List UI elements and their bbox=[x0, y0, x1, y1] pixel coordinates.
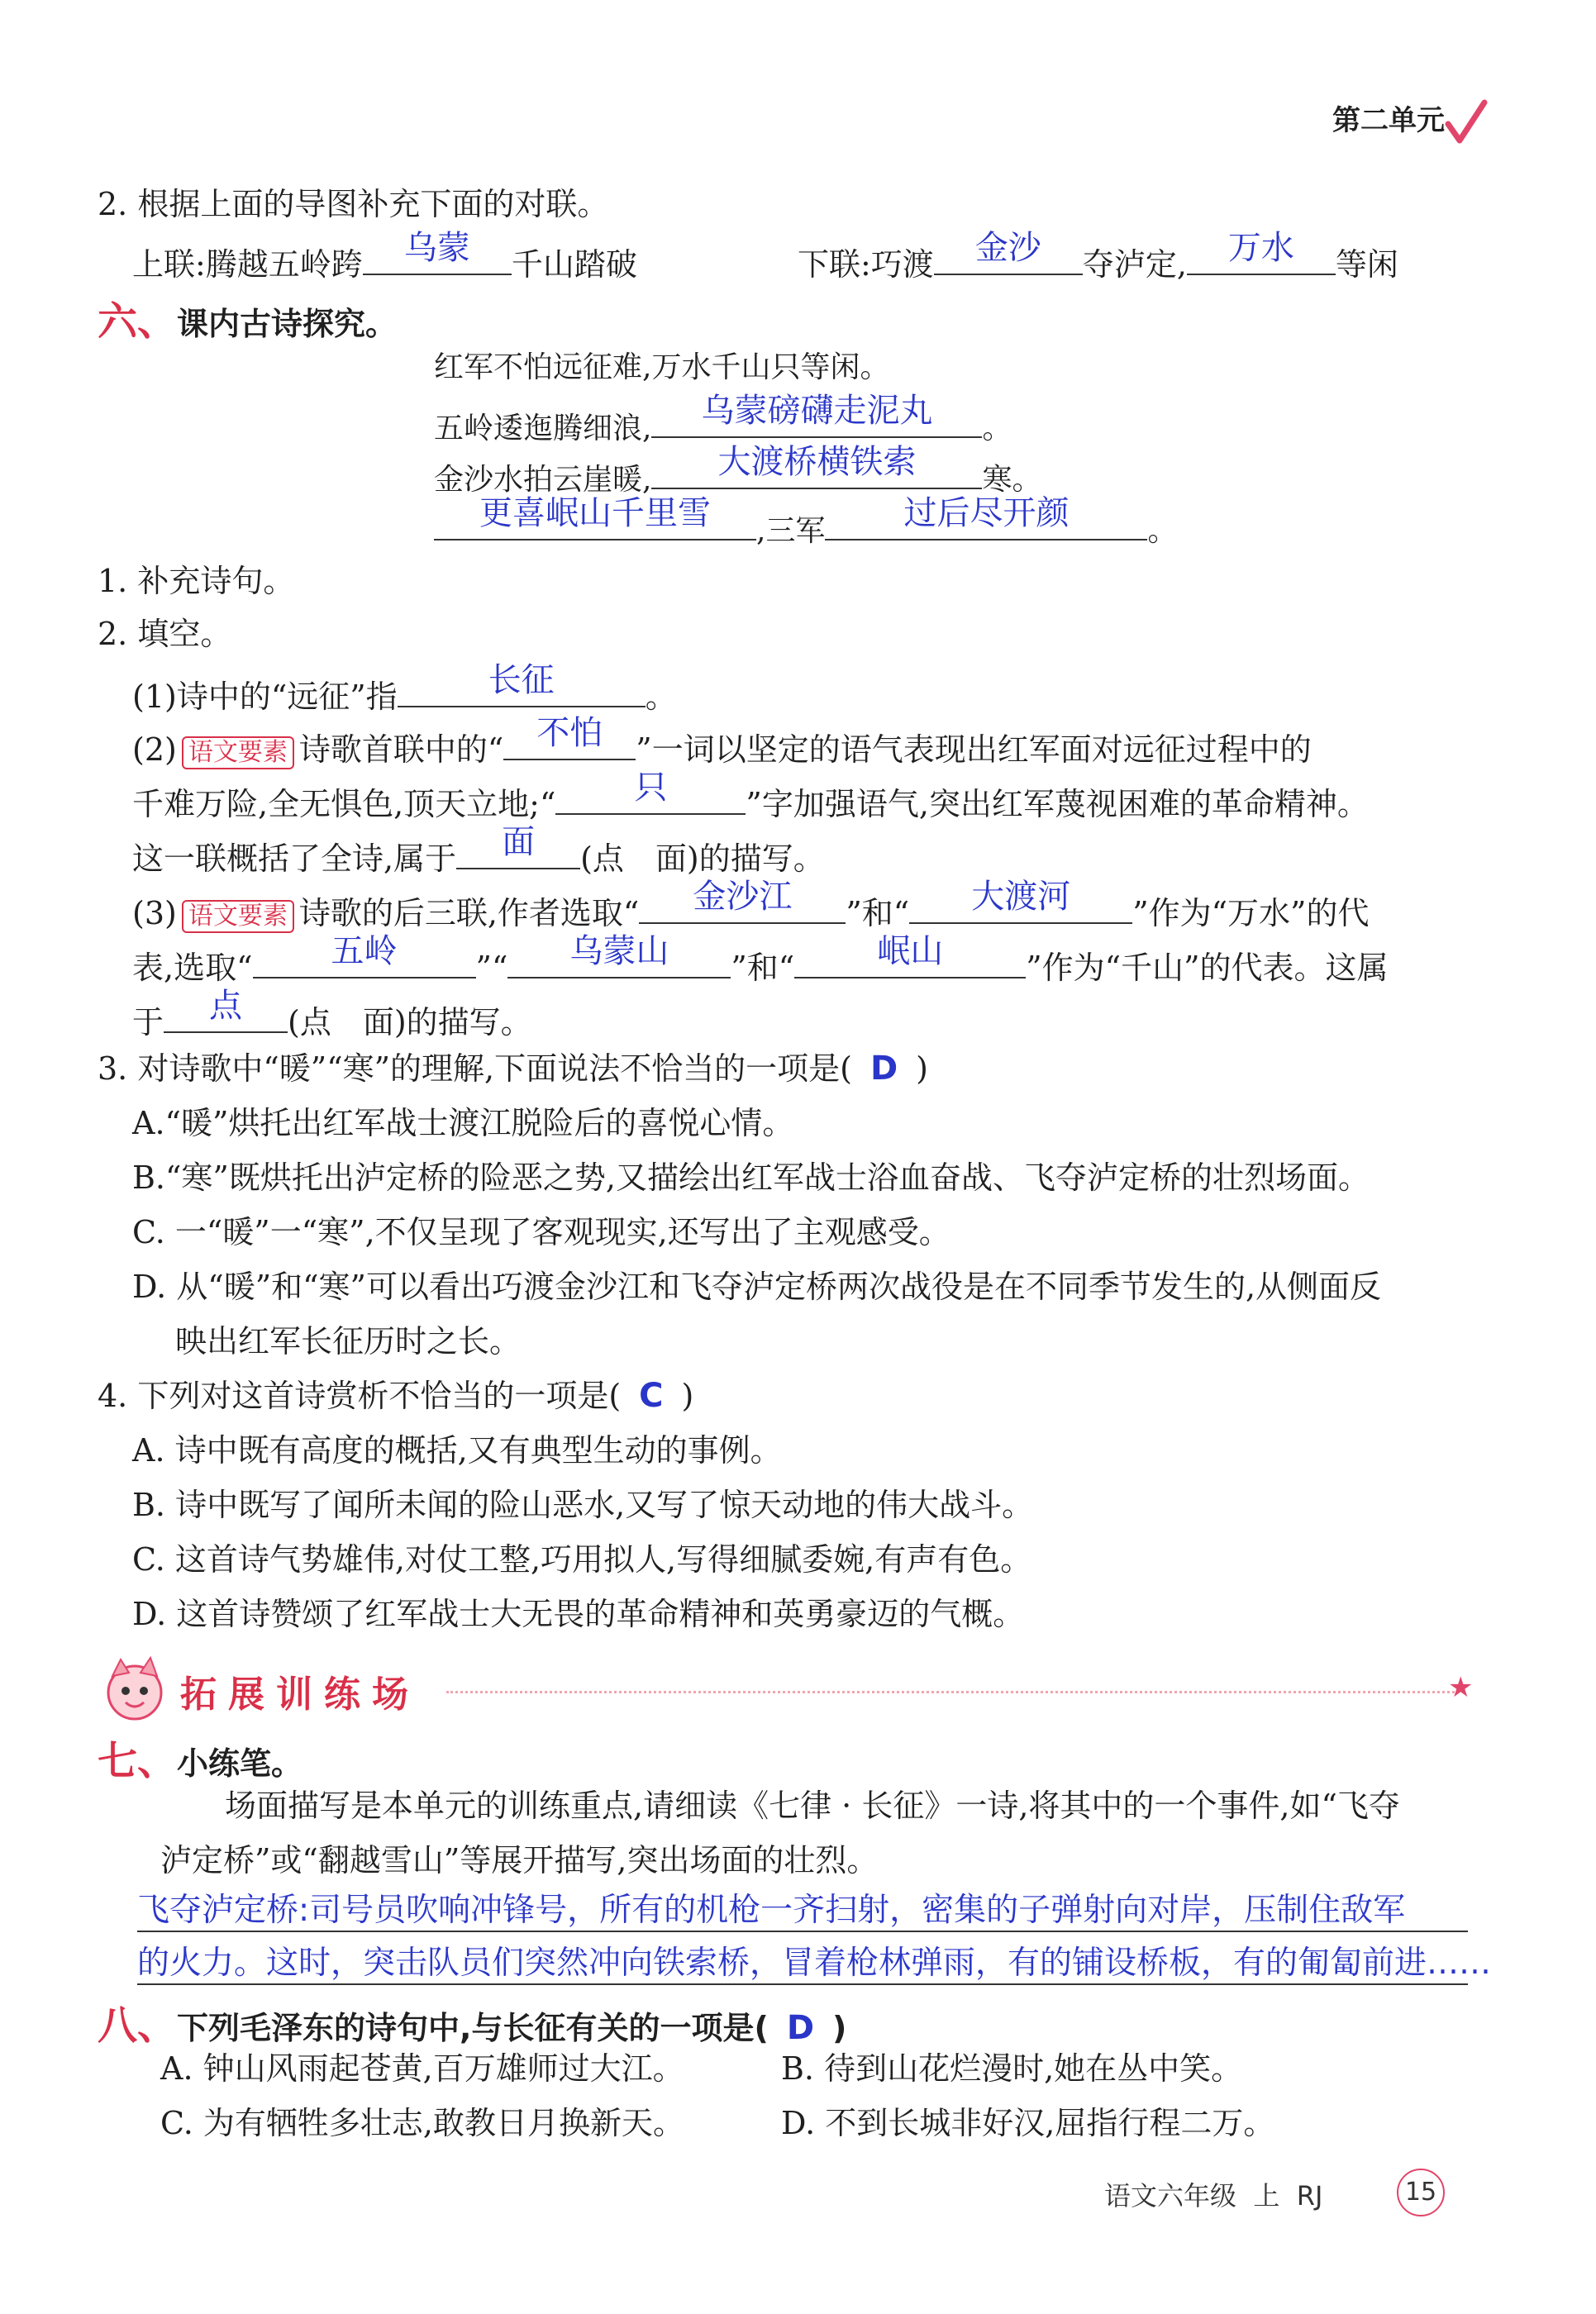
sec8-option-a: A. 钟山风雨起苍黄,百万雄师过大江。 bbox=[160, 2050, 684, 2087]
answer-sec8: D bbox=[786, 2009, 815, 2047]
answer-q2-3-3: 五岭 bbox=[331, 932, 398, 970]
answer-q2-1: 长征 bbox=[488, 661, 555, 699]
answer-q4: C bbox=[639, 1377, 664, 1415]
q2-3-line-1: (3) 语文要素 诗歌的后三联,作者选取“ 金沙江 ”和“ 大渡河 ”作为“万水”的代 bbox=[132, 878, 1370, 931]
answer-q2-3-1: 金沙江 bbox=[693, 878, 793, 916]
banner-divider bbox=[446, 1691, 1455, 1693]
badge-yuwen-yaosu: 语文要素 bbox=[182, 736, 294, 769]
sec8-option-c: C. 为有牺牲多壮志,敢教日月换新天。 bbox=[160, 2105, 684, 2141]
q4-option-c: C. 这首诗气势雄伟,对仗工整,巧用拟人,写得细腻委婉,有声有色。 bbox=[132, 1541, 1032, 1578]
answer-lower-1: 金沙 bbox=[974, 229, 1041, 267]
q3-option-d-line-2: 映出红军长征历时之长。 bbox=[175, 1323, 522, 1359]
q2-2-line-1: (2) 语文要素 诗歌首联中的“ 不怕 ”一词以坚定的语气表现出红军面对远征过程中的 bbox=[132, 714, 1312, 768]
q3-option-c: C. 一“暖”一“寒”,不仅呈现了客观现实,还写出了主观感受。 bbox=[132, 1214, 950, 1250]
q2-3-line-2: 表,选取“ 五岭 ”“ 乌蒙山 ”和“ 岷山 ”作为“千山”的代表。这属 bbox=[132, 932, 1389, 986]
answer-lower-2: 万水 bbox=[1227, 229, 1294, 267]
q4-option-b: B. 诗中既写了闻所未闻的险山恶水,又写了惊天动地的伟大战斗。 bbox=[132, 1487, 1034, 1523]
answer-q2-2-2: 只 bbox=[634, 769, 668, 807]
q2-2-line-3: 这一联概括了全诗,属于 面 (点 面)的描写。 bbox=[132, 823, 825, 877]
sec8-option-d: D. 不到长城非好汉,屈指行程二万。 bbox=[781, 2105, 1275, 2141]
poem-line-4: 更喜岷山千里雪 ,三军 过后尽开颜 。 bbox=[434, 501, 1177, 552]
poem-line-3: 金沙水拍云崖暖, 大渡桥横铁索 寒。 bbox=[434, 443, 1042, 497]
answer-poem-3: 大渡桥横铁索 bbox=[717, 443, 917, 481]
couplet-upper: 上联:腾越五岭跨 乌蒙 千山踏破 bbox=[132, 229, 637, 283]
section-7-heading: 七、小练笔。 bbox=[98, 1738, 303, 1784]
section-8-heading: 八、下列毛泽东的诗句中,与长征有关的一项是( D ) bbox=[98, 2002, 847, 2049]
banner-title: 拓展训练场 bbox=[180, 1674, 420, 1716]
q2-fill: 2. 填空。 bbox=[98, 616, 232, 652]
checkmark-icon bbox=[1445, 99, 1488, 145]
sec8-option-b: B. 待到山花烂漫时,她在丛中笑。 bbox=[781, 2050, 1243, 2087]
q4-option-a: A. 诗中既有高度的概括,又有典型生动的事例。 bbox=[132, 1432, 782, 1469]
sec7-answer-line-2: 的火力。这时，突击队员们突然冲向铁索桥，冒着枪林弹雨，有的铺设桥板，有的匍匐前进…… bbox=[137, 1945, 1492, 1982]
page-number-badge: 15 bbox=[1397, 2169, 1445, 2216]
answer-q2-3-2: 大渡河 bbox=[971, 878, 1071, 916]
q1-supplement: 1. 补充诗句。 bbox=[98, 563, 295, 599]
q2-1: (1)诗中的“远征”指 长征 。 bbox=[132, 661, 677, 715]
answer-q2-3-5: 岷山 bbox=[877, 932, 944, 970]
q3-option-b: B.“寒”既烘托出泸定桥的险恶之势,又描绘出红军战士浴血奋战、飞夺泸定桥的壮烈场面。 bbox=[132, 1159, 1370, 1196]
q3-option-a: A.“暖”烘托出红军战士渡江脱险后的喜悦心情。 bbox=[132, 1105, 794, 1141]
answer-rule-1 bbox=[137, 1931, 1468, 1932]
q2-2-line-2: 千难万险,全无惧色,顶天立地;“ 只 ”字加强语气,突出红军蔑视困难的革命精神。 bbox=[132, 769, 1369, 822]
sec7-para-2: 泸定桥”或“翻越雪山”等展开描写,突出场面的壮烈。 bbox=[160, 1842, 879, 1878]
answer-poem-2: 乌蒙磅礴走泥丸 bbox=[701, 392, 933, 430]
q4-stem: 4. 下列对这首诗赏析不恰当的一项是( C ) bbox=[98, 1377, 694, 1415]
star-icon: ★ bbox=[1448, 1671, 1474, 1704]
sec7-answer-line-1: 飞夺泸定桥:司号员吹响冲锋号，所有的机枪一齐扫射，密集的子弹射向对岸，压制住敌军 bbox=[137, 1892, 1406, 1929]
sec7-para-1: 场面描写是本单元的训练重点,请细读《七律 · 长征》一诗,将其中的一个事件,如“飞夺 bbox=[225, 1788, 1400, 1824]
q2-prompt: 2. 根据上面的导图补充下面的对联。 bbox=[98, 186, 609, 222]
q3-stem: 3. 对诗歌中“暖”“寒”的理解,下面说法不恰当的一项是( D ) bbox=[98, 1050, 928, 1088]
answer-q3: D bbox=[869, 1050, 898, 1088]
answer-poem-4a: 更喜岷山千里雪 bbox=[479, 494, 711, 532]
answer-q2-2-3: 面 bbox=[502, 823, 536, 861]
poem-line-2: 五岭逶迤腾细浪, 乌蒙磅礴走泥丸 。 bbox=[434, 392, 1012, 445]
q2-3-line-3: 于 点 (点 面)的描写。 bbox=[132, 987, 532, 1040]
answer-upper: 乌蒙 bbox=[403, 229, 470, 267]
q4-option-d: D. 这首诗赞颂了红军战士大无畏的革命精神和英勇豪迈的气概。 bbox=[132, 1596, 1025, 1632]
poem-line-1: 红军不怕远征难,万水千山只等闲。 bbox=[434, 350, 890, 384]
answer-q2-3-6: 点 bbox=[209, 987, 243, 1025]
answer-q2-2-1: 不怕 bbox=[536, 714, 603, 752]
footer-book: 语文六年级 上 RJ bbox=[1104, 2180, 1323, 2212]
unit-label: 第二单元 bbox=[1332, 104, 1445, 137]
mascot-icon bbox=[98, 1653, 172, 1727]
badge-yuwen-yaosu-2: 语文要素 bbox=[182, 900, 294, 933]
couplet-lower: 下联:巧渡 金沙 夺泸定, 万水 等闲 bbox=[798, 229, 1398, 283]
answer-q2-3-4: 乌蒙山 bbox=[569, 932, 669, 970]
answer-rule-2 bbox=[137, 1983, 1468, 1985]
q3-option-d-line-1: D. 从“暖”和“寒”可以看出巧渡金沙江和飞夺泸定桥两次战役是在不同季节发生的,从侧面反 bbox=[132, 1269, 1382, 1305]
section-6-heading: 六、课内古诗探究。 bbox=[98, 298, 398, 345]
answer-poem-4b: 过后尽开颜 bbox=[903, 494, 1070, 532]
